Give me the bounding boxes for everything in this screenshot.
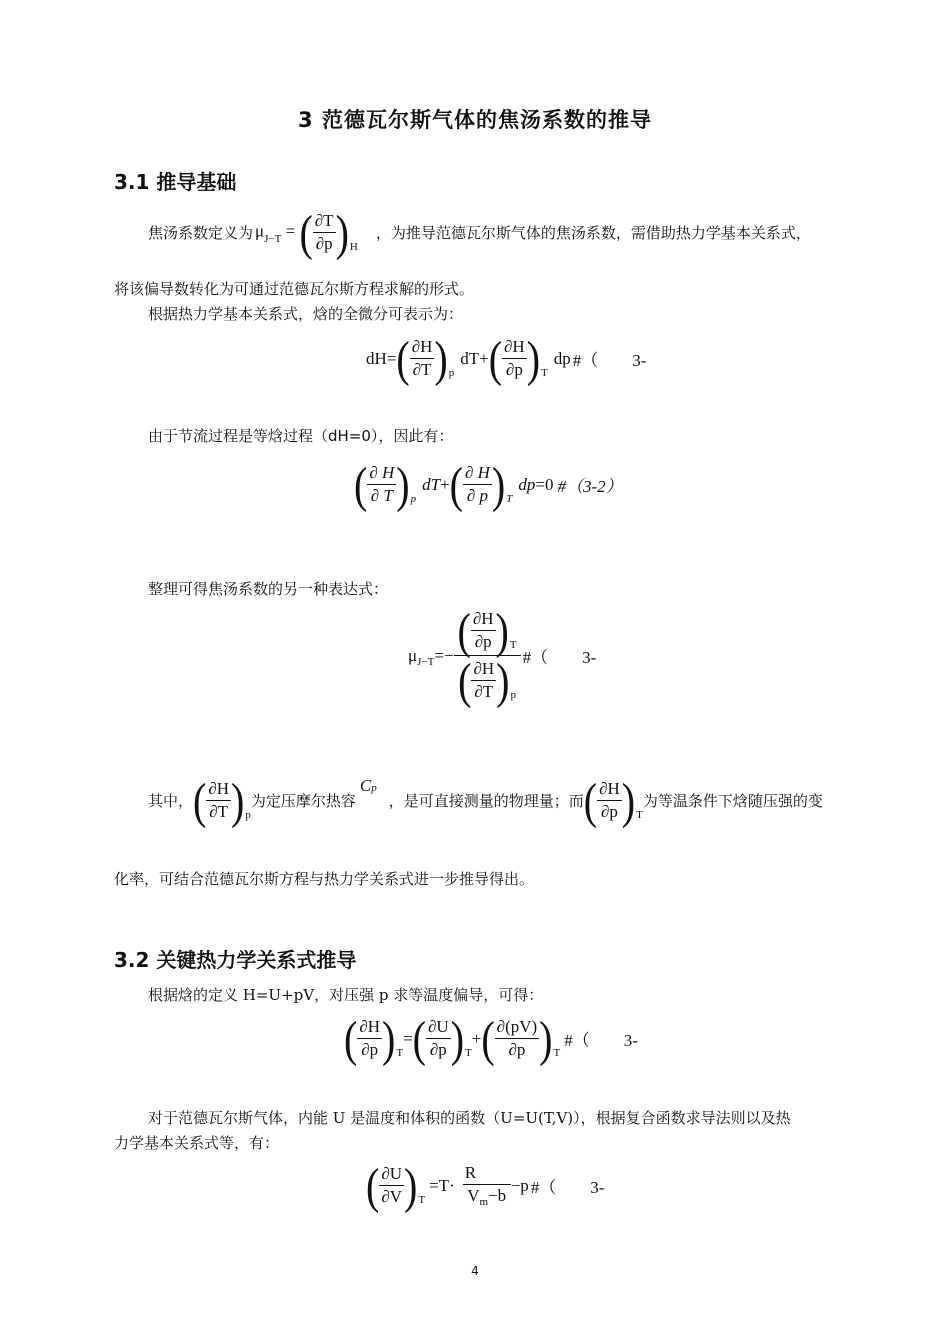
paragraph-cp [148,771,823,828]
equation-isenthalpic: ( $\frac{\partial H}{\partial T}$ ) p dT + ( $\frac{\partial H}{\partial p}$ ) T dp =0 #（3-2） [354,455,623,512]
equation-dh-dt-p: ( $\frac{\partial H}{\partial T}$ ) $_p$ [193,771,251,828]
equation-dh-total: dH= ( $\frac{\partial H}{\partial T}$ ) p dT+ ( $\frac{\partial H}{\partial p}$ ) T dp #（ 3- [366,329,647,386]
equation-dh-dp-t: ( $\frac{\partial H}{\partial p}$ ) $_T$ [583,771,643,828]
equation-mu-definition: $\mu_{J-T}$ = ( $\frac{\partial T}{\partial p}$ ) $_H$ [255,203,358,260]
paragraph-text: ，是可直接测量的物理量；而 [388,791,584,810]
paragraph-text: 根据热力学基本关系式，焓的全微分可表示为： [148,305,464,323]
paragraph-text: 化率，可结合范德瓦尔斯方程与热力学关系式进一步推导得出。 [114,870,535,888]
paragraph-definition [148,203,811,260]
paragraph-text: 其中， [148,791,194,810]
equation-internal-pressure: ( $\frac{\partial U}{\partial V}$ ) T =T· $\frac{R}{V_m-b}$ −p #（ 3- [366,1156,605,1213]
paragraph-text: 力学基本关系式等，有： [114,1134,280,1152]
equation-tag: #（ 3- [564,1031,638,1050]
paragraph-text: 根据焓的定义 H=U+pV，对压强 p 求等温度偏导，可得： [148,986,544,1004]
paragraph-text: 对于范德瓦尔斯气体，内能 U 是温度和体积的函数（U=U(T,V)），根据复合函数求导法则以及热 [148,1109,791,1127]
page-title: 3 范德瓦尔斯气体的焦汤系数的推导 [298,108,652,132]
section-heading-3-1: 3.1 推导基础 [114,170,237,194]
equation-tag: #（ 3- [572,351,647,370]
paragraph-text: 为等温条件下焓随压强的变 [642,791,823,810]
equation-enthalpy-derivative: ( $\frac{\partial H}{\partial p}$ ) T = ( $\frac{\partial U}{\partial p}$ ) T + ( $\frac{\partial(pV)}{\partial p}$ ) T #（ 3- [344,1009,638,1066]
section-heading-3-2: 3.2 关键热力学关系式推导 [114,948,357,972]
paragraph-text: 焦汤系数定义为 [148,223,254,242]
paragraph-text: ，为推导范德瓦尔斯气体的焦汤系数，需借助热力学基本关系式， [375,223,811,242]
equation-tag: #（ 3- [522,648,597,667]
paragraph-text: 整理可得焦汤系数的另一种表达式： [148,580,389,598]
paragraph-text: 由于节流过程是等焓过程（dH=0），因此有： [148,427,454,445]
equation-tag: #（3-2） [557,477,623,496]
symbol-cp: Cp [359,775,377,795]
page-number: 4 [471,1264,479,1278]
equation-tag: #（ 3- [530,1178,605,1197]
paragraph-text: 将该偏导数转化为可通过范德瓦尔斯方程求解的形式。 [114,280,475,298]
equation-mu-alternative: μ J−T =− ( $\frac{\partial H}{\partial p}$ ) $_T$ ( $\frac{\partial H}{\partial T}$ ) $_p$ #（ 3- [408,601,597,708]
paragraph-text: 为定压摩尔热容 [250,791,356,810]
